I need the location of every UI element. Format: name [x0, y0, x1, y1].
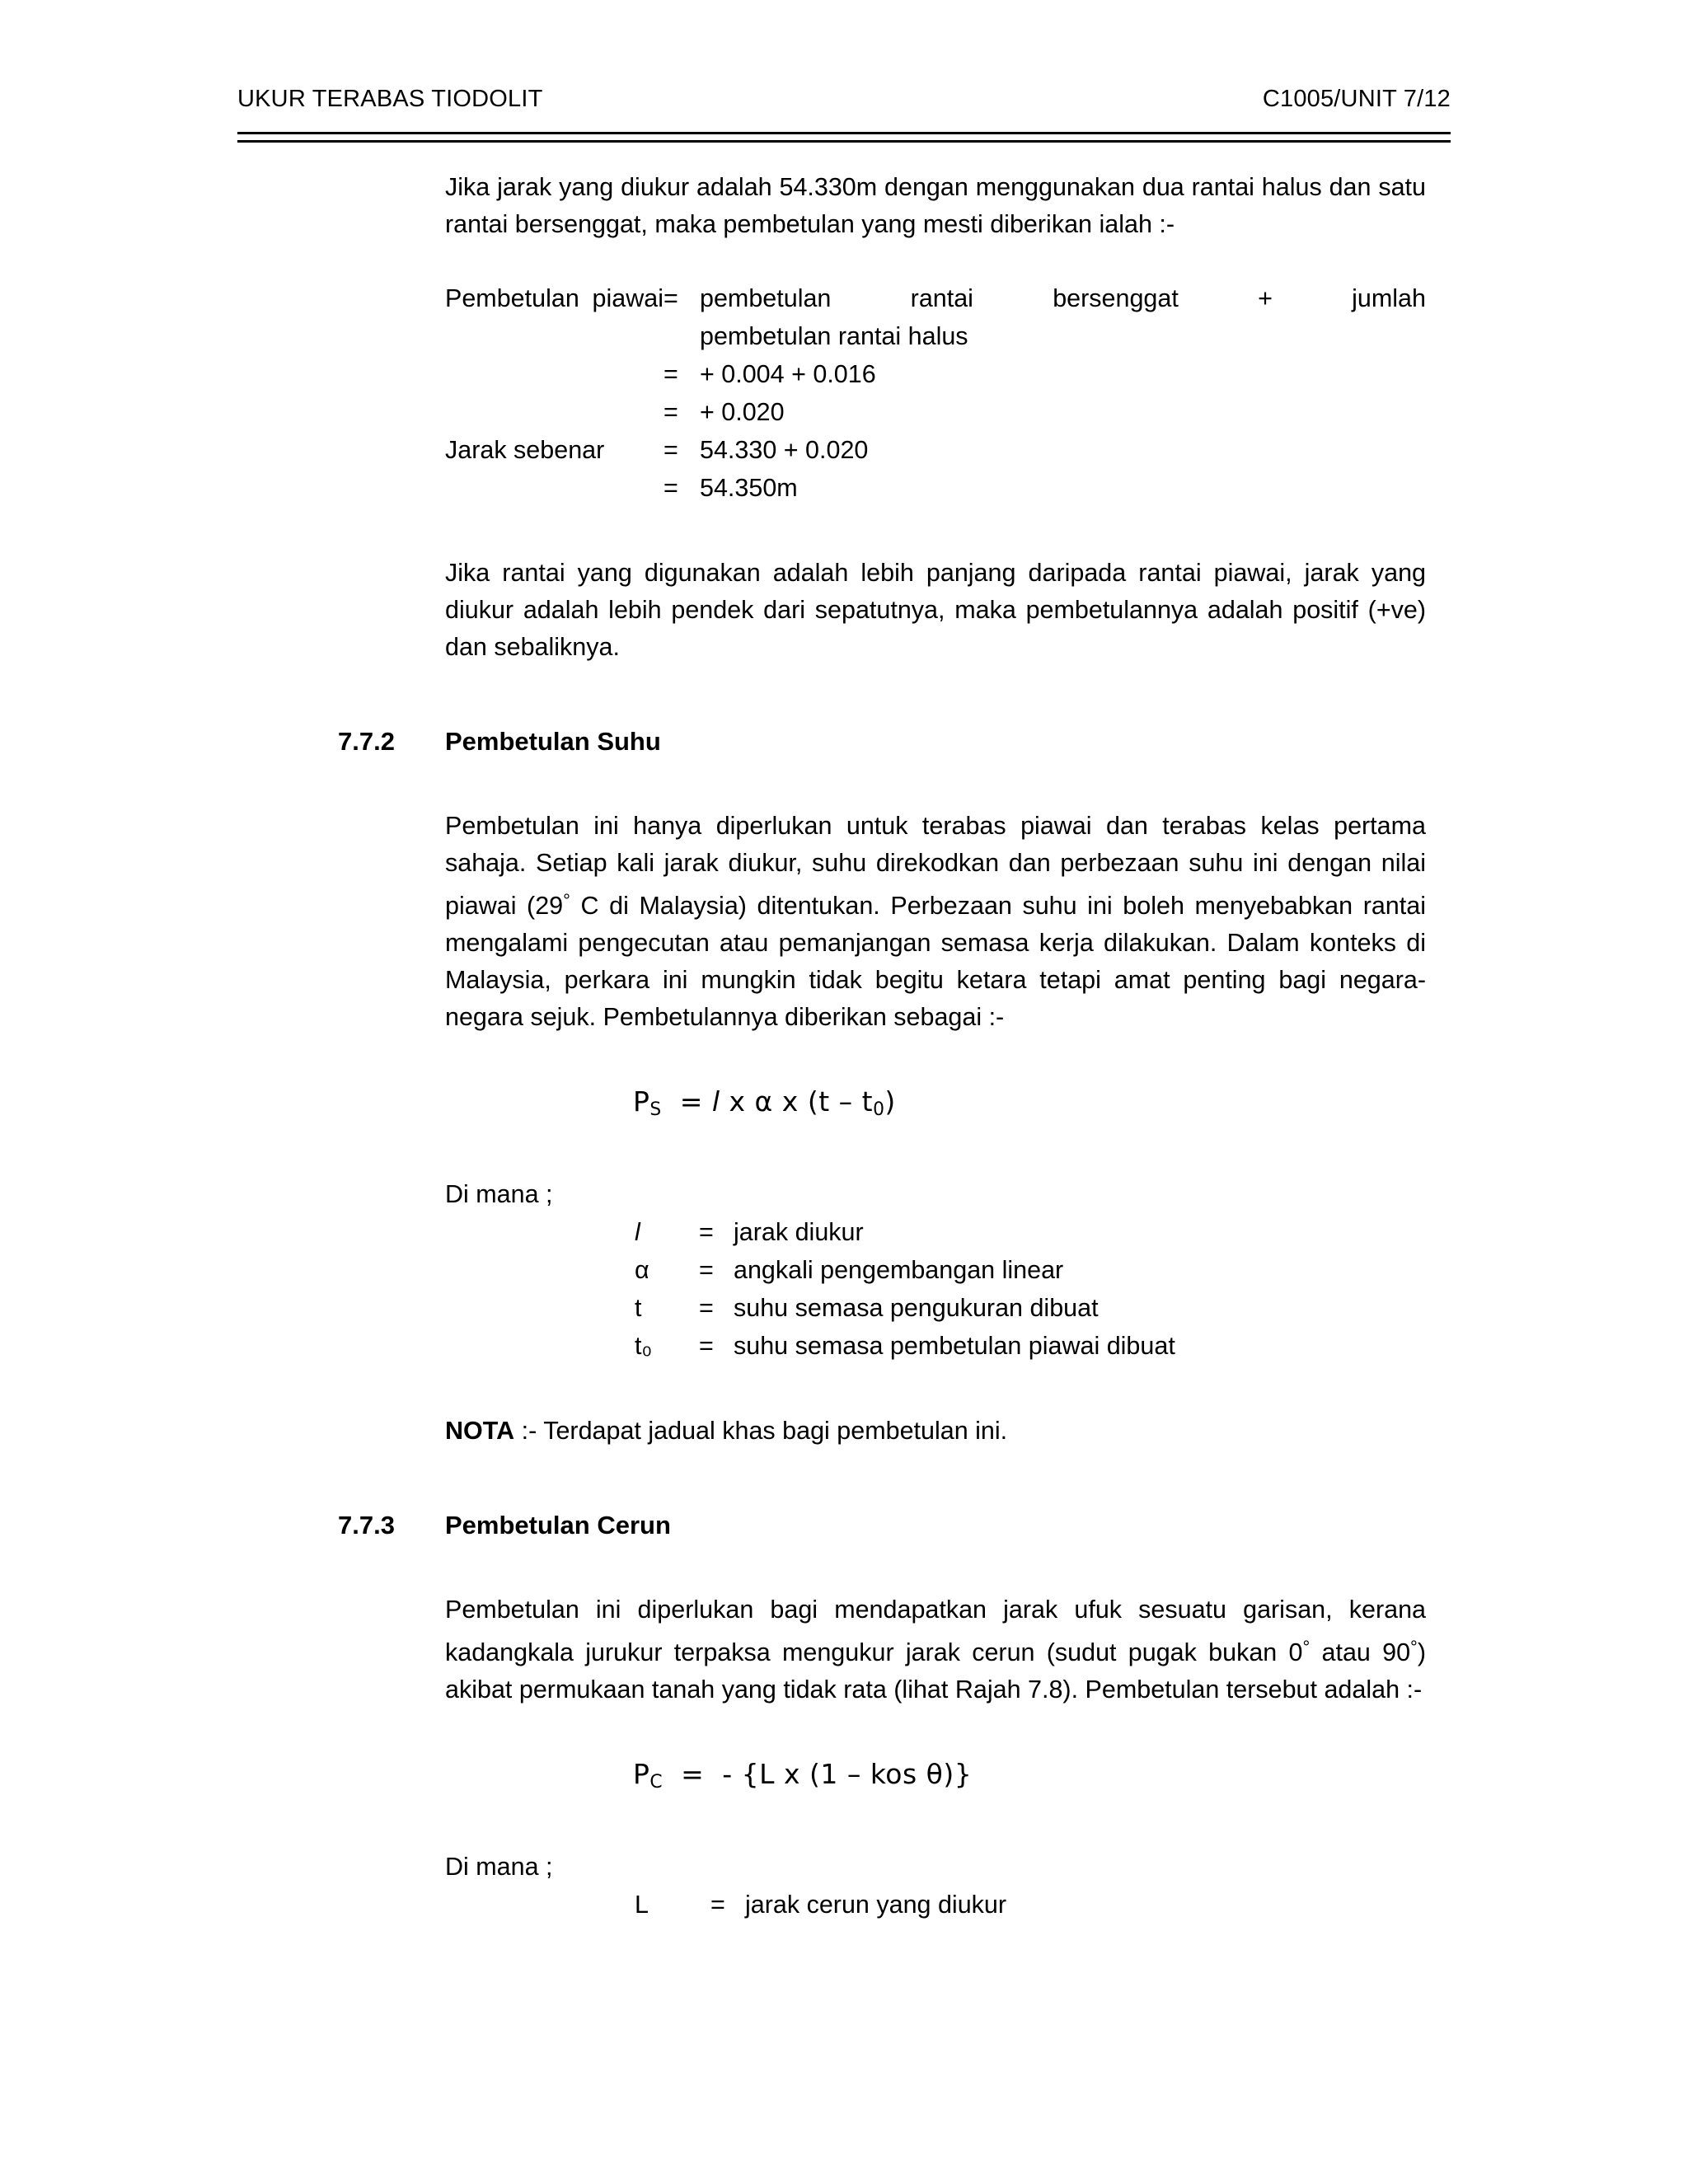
calc-row-value: + 0.004 + 0.016 [700, 360, 876, 388]
page-header [237, 86, 1451, 113]
page-content [0, 169, 1688, 1924]
spacer [0, 1801, 1688, 1849]
definition-equals: = [699, 1332, 714, 1360]
calc-label-word-1: Pembetulan [445, 284, 579, 312]
definition-equals: = [710, 1891, 725, 1919]
definition-row [635, 1289, 1688, 1327]
definition-row [635, 1327, 1688, 1365]
calc-value-word-4: + [1258, 284, 1273, 312]
calc-row [445, 393, 1426, 431]
calculation-block [445, 279, 1426, 507]
formula-pembetulan-suhu [633, 1084, 1688, 1128]
calc-equals: = [663, 436, 678, 464]
calc-value-word-5: jumlah [1352, 284, 1426, 312]
header-unit-code: C1005/UNIT 7/12 [1262, 86, 1451, 112]
spacer [0, 1128, 1688, 1176]
formula-symbol: P [633, 1085, 650, 1118]
section-title: Pembetulan Cerun [445, 1511, 671, 1540]
section-773-paragraph [445, 1591, 1426, 1708]
definition-symbol: t [635, 1294, 642, 1322]
definition-list-772 [635, 1213, 1688, 1365]
spacer [0, 1365, 1688, 1413]
paragraph-part-3: ) akibat permukaan tanah yang tidak rata (lihat Rajah 7.8). Pembetulan tersebut adalah :- [445, 1638, 1426, 1704]
calc-row [445, 431, 1426, 469]
section-title: Pembetulan Suhu [445, 727, 661, 756]
definition-equals: = [699, 1218, 714, 1246]
formula-subscript-zero: 0 [873, 1099, 885, 1120]
header-divider-rule [237, 132, 1451, 143]
formula-expression: x α x (t – t [720, 1085, 874, 1118]
definition-value: suhu semasa pengukuran dibuat [734, 1294, 1099, 1322]
definition-list-773 [635, 1886, 1688, 1924]
paragraph-part-2: atau 90 [1310, 1638, 1411, 1667]
formula-symbol: P [633, 1758, 650, 1791]
definition-equals: = [699, 1256, 714, 1284]
spacer [0, 1708, 1688, 1756]
formula-expression: - {L x (1 – kos θ)} [722, 1758, 973, 1791]
formula-pembetulan-cerun [633, 1756, 1688, 1801]
definition-symbol: l [635, 1218, 640, 1246]
di-mana-label-772: Di mana ; [445, 1180, 553, 1208]
spacer [0, 760, 1688, 808]
nota-line [445, 1413, 1688, 1450]
definition-value: angkali pengembangan linear [734, 1256, 1064, 1284]
formula-close-paren: ) [884, 1085, 896, 1118]
calc-continuation: pembetulan rantai halus [700, 322, 968, 350]
calc-row-label [445, 279, 663, 317]
section-heading-7-7-3 [338, 1507, 1688, 1544]
formula-subscript: S [649, 1099, 662, 1120]
calc-row-value: 54.330 + 0.020 [700, 436, 869, 464]
spacer [0, 1450, 1688, 1507]
paragraph-part-1: Pembetulan ini hanya diperlukan untuk terabas piawai dan terabas kelas pertama sahaja. Setiap kali jarak diukur, suhu direkodkan dan perbezaan suhu ini dengan nilai piawai (29 [445, 812, 1426, 921]
definition-row [635, 1251, 1688, 1289]
calc-equals: = [663, 360, 678, 388]
section-number: 7.7.3 [338, 1511, 395, 1540]
nota-text: :- Terdapat jadual khas bagi pembetulan ini. [521, 1417, 1008, 1445]
definition-value: suhu semasa pembetulan piawai dibuat [734, 1332, 1175, 1360]
degree-symbol-90: ° [1410, 1637, 1418, 1657]
degree-symbol-0: ° [1302, 1637, 1311, 1657]
definition-value: jarak cerun yang diukur [745, 1891, 1007, 1919]
calc-label-word-2: piawai [592, 284, 663, 312]
section-number: 7.7.2 [338, 727, 395, 756]
calc-value-word-1: pembetulan [700, 284, 832, 312]
spacer [0, 1036, 1688, 1084]
header-title-left: UKUR TERABAS TIODOLIT [237, 86, 543, 112]
spacer [0, 507, 1688, 555]
definition-equals: = [699, 1294, 714, 1322]
formula-subscript: C [649, 1772, 663, 1793]
definition-symbol: t₀ [635, 1332, 653, 1360]
section-heading-7-7-2 [338, 724, 1688, 760]
spacer [0, 1544, 1688, 1591]
calc-value-word-3: bersenggat [1053, 284, 1179, 312]
calc-row-value: + 0.020 [700, 398, 785, 426]
calc-row-value: 54.350m [700, 474, 798, 502]
formula-equals: = [681, 1758, 705, 1791]
definition-symbol: L [635, 1891, 649, 1919]
definition-symbol: α [635, 1256, 649, 1284]
calc-row-label: Jarak sebenar [445, 436, 605, 464]
definition-row [635, 1886, 1688, 1924]
after-calc-paragraph: Jika rantai yang digunakan adalah lebih panjang daripada rantai piawai, jarak yang diukur adalah lebih pendek dari sepatutnya, maka pembetulannya adalah positif (+ve) dan sebaliknya. [445, 559, 1426, 661]
calc-equals: = [663, 398, 678, 426]
paragraph-part-1: Pembetulan ini diperlukan bagi mendapatkan jarak ufuk sesuatu garisan, kerana kadangkala jurukur terpaksa mengukur jarak cerun (sudut pugak bukan 0 [445, 1596, 1426, 1667]
formula-equals: = [679, 1085, 703, 1118]
calc-equals: = [663, 474, 678, 502]
calc-row [445, 355, 1426, 393]
nota-label: NOTA [445, 1417, 515, 1445]
definition-row [635, 1213, 1688, 1251]
di-mana-label-773: Di mana ; [445, 1853, 553, 1881]
spacer [0, 666, 1688, 724]
section-772-paragraph [445, 808, 1426, 1036]
calc-equals: = [663, 284, 678, 312]
calc-row [445, 469, 1426, 507]
spacer [0, 243, 1688, 279]
degree-symbol: ° [563, 890, 570, 911]
intro-paragraph: Jika jarak yang diukur adalah 54.330m dengan menggunakan dua rantai halus dan satu rantai bersenggat, maka pembetulan yang mesti diberikan ialah :- [445, 173, 1426, 238]
paragraph-part-2: C di Malaysia) ditentukan. Perbezaan suhu ini boleh menyebabkan rantai mengalami pengecutan atau pemanjangan semasa kerja dilakukan. Dalam konteks di Malaysia, perkara ini mungkin tidak begitu ketara tetapi amat penting bagi negara-negara sejuk. Pembetulannya diberikan sebagai :- [445, 892, 1426, 1032]
definition-value: jarak diukur [734, 1218, 864, 1246]
calc-value-word-2: rantai [910, 284, 973, 312]
formula-variable-l: l [711, 1085, 720, 1118]
calc-row [445, 279, 1426, 317]
calc-row-value [700, 279, 1426, 317]
calc-row [445, 317, 1426, 355]
